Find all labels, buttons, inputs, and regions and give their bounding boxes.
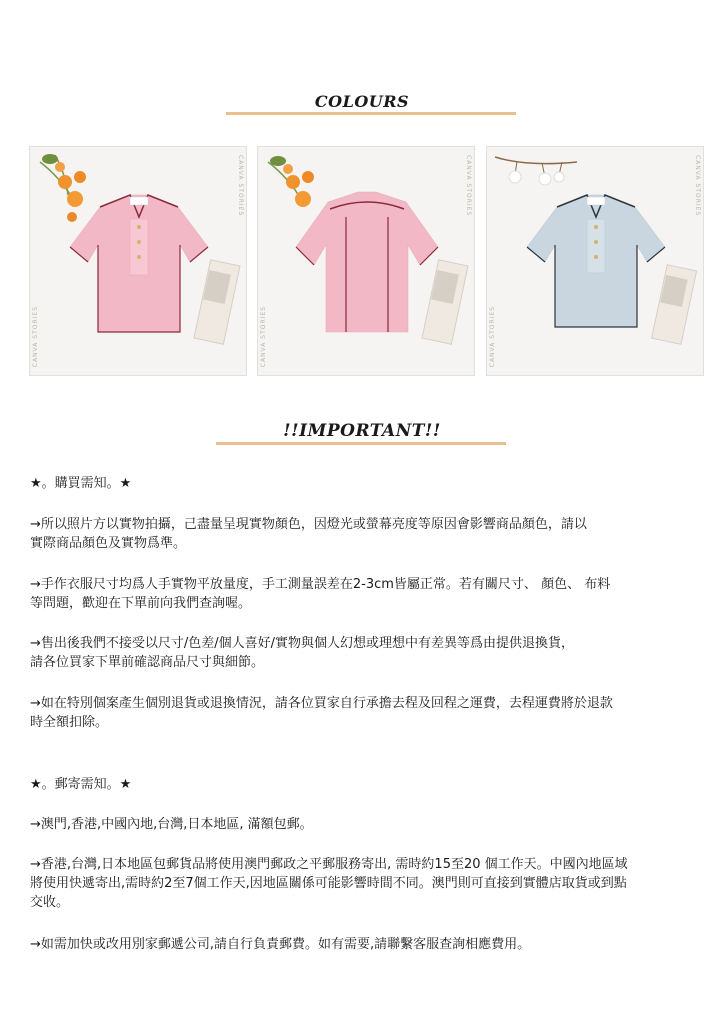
shipping-notice-paragraph-1: →澳門,香港,中國內地,台灣,日本地區, 滿額包郵。 — [30, 817, 313, 832]
watermark-bottom: CANVA STORIES — [32, 305, 39, 367]
product-photo-pink-back — [257, 146, 475, 376]
blue-shirt-front-image — [487, 147, 703, 375]
orange-flowers-decoration — [40, 154, 86, 222]
shipping-notice-paragraph-3: →如需加快或改用別家郵遞公司,請自行負責郵費。如有需要,請聯繫客服查詢相應費用。 — [30, 937, 531, 952]
watermark-bottom: CANVA STORIES — [489, 305, 496, 367]
important-heading: !!IMPORTANT!! — [283, 421, 441, 441]
purchase-notice-title: ★。購買需知。★ — [30, 476, 132, 491]
shipping-notice-title: ★。郵寄需知。★ — [30, 777, 132, 792]
product-photo-pink-front — [29, 146, 247, 376]
important-underline — [216, 442, 506, 445]
purchase-notice-paragraph-2: →手作衣服尺寸均爲人手實物平放量度，手工測量誤差在2-3cm皆屬正常。若有關尺寸、 顏色、 布料 等問題，歡迎在下單前向我們查詢喔。 — [30, 577, 611, 611]
watermark-bottom: CANVA STORIES — [260, 305, 267, 367]
purchase-notice-paragraph-4: →如在特別個案產生個別退貨或退換情況，請各位買家自行承擔去程及回程之運費，去程運費將於退款 時全額扣除。 — [30, 696, 613, 730]
book-decoration — [194, 260, 240, 344]
shirt-shape — [70, 195, 208, 332]
watermark-top: CANVA STORIES — [465, 155, 472, 217]
watermark-top: CANVA STORIES — [237, 155, 244, 217]
pink-shirt-front-image — [30, 147, 246, 375]
colours-underline — [226, 112, 516, 115]
book-decoration — [422, 260, 468, 344]
shirt-shape — [296, 192, 438, 332]
purchase-notice-paragraph-3: →售出後我們不接受以尺寸/色差/個人喜好/實物與個人幻想或理想中有差異等爲由提供退換貨， 請各位買家下單前確認商品尺寸與細節。 — [30, 636, 575, 670]
shirt-shape — [527, 195, 665, 327]
cotton-branch-decoration — [495, 157, 577, 185]
watermark-top: CANVA STORIES — [694, 155, 701, 217]
colours-heading: COLOURS — [314, 92, 410, 111]
book-decoration — [652, 265, 697, 345]
orange-flowers-decoration — [268, 156, 314, 207]
pink-shirt-back-image — [258, 147, 474, 375]
product-photo-blue-front — [486, 146, 704, 376]
purchase-notice-paragraph-1: →所以照片方以實物拍攝，己盡量呈現實物顏色，因燈光或螢幕亮度等原因會影響商品顏色，請以 實際商品顏色及實物爲準。 — [30, 517, 587, 551]
shipping-notice-paragraph-2: →香港,台灣,日本地區包郵貨品將使用澳門郵政之平郵服務寄出, 需時約15至20 個工作天。中國內地區域 將使用快遞寄出,需時約2至7個工作天,因地區關係可能影響時間不同。澳門則可直接到實體店取貨或到點 交收。 — [30, 857, 628, 910]
